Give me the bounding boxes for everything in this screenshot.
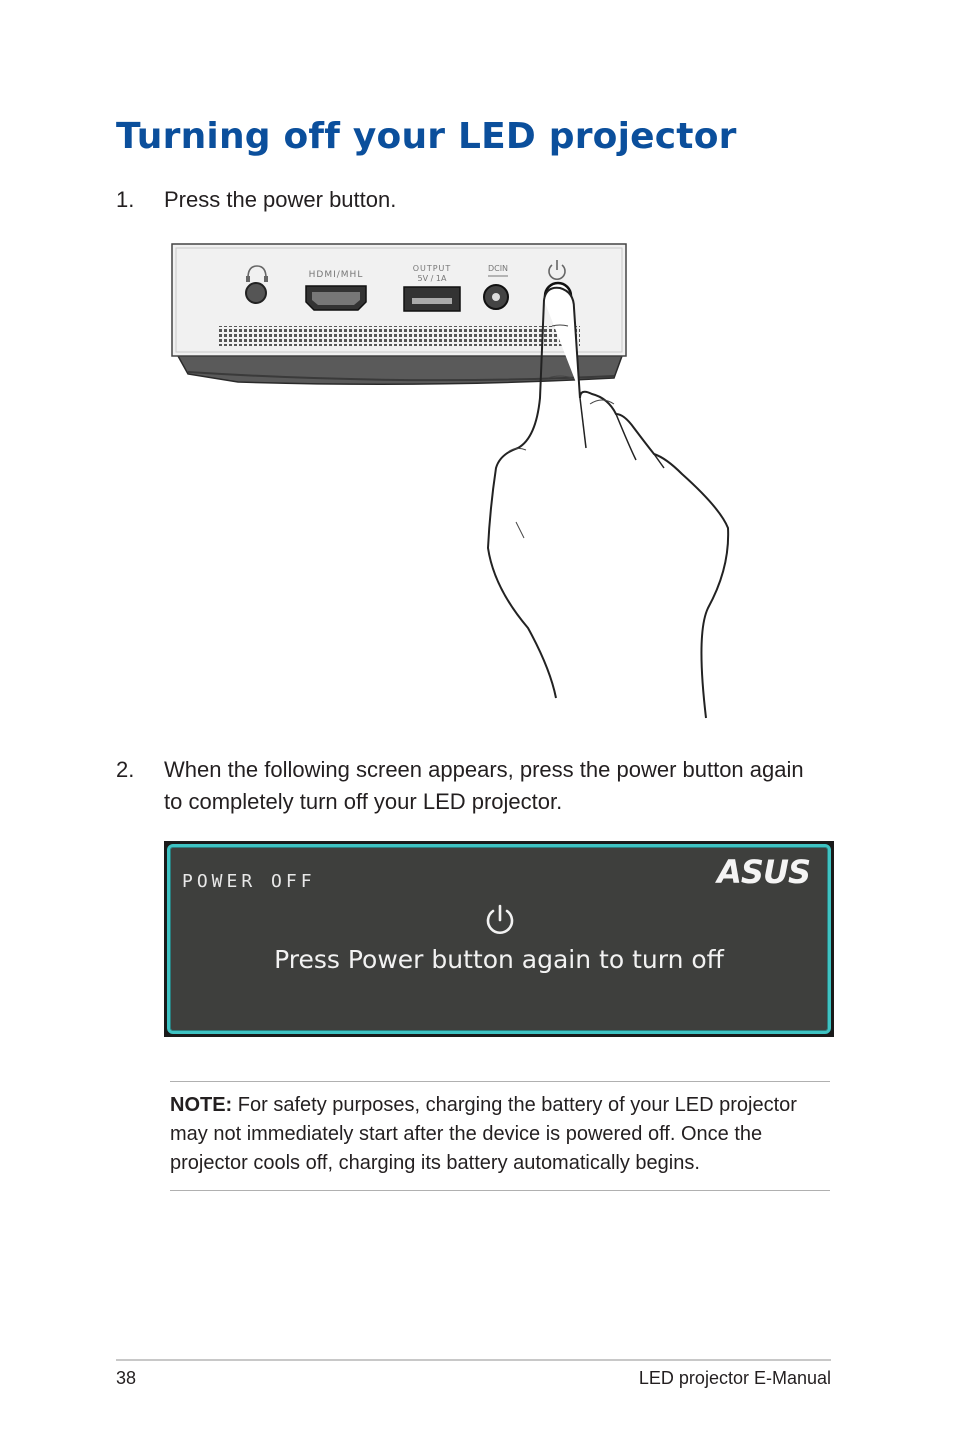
hdmi-label: HDMI/MHL (308, 270, 364, 280)
step-2-text: When the following screen appears, press the power button again to completely turn off your LED projector. (164, 757, 804, 814)
pointing-hand (544, 288, 728, 718)
page-number: 38 (116, 1368, 137, 1388)
asus-logo: ASUS (717, 853, 810, 891)
footer-divider (116, 1359, 831, 1361)
headphone-port (246, 283, 266, 303)
output-label: OUTPUT (412, 264, 452, 273)
power-icon (483, 903, 517, 937)
power-off-heading: POWER OFF (182, 871, 316, 892)
step-1-text: Press the power button. (164, 187, 397, 212)
note-label: NOTE: (170, 1094, 233, 1116)
dcin-label: DCIN (487, 264, 509, 273)
output-rating: 5V / 1A (417, 274, 447, 283)
step-1-number: 1. (116, 187, 135, 212)
projector-power-button-illustration (168, 238, 734, 724)
footer-document-title: LED projector E-Manual (638, 1368, 831, 1388)
power-off-dialog (167, 844, 831, 1034)
power-off-message: Press Power button again to turn off (274, 945, 724, 974)
step-2-number: 2. (116, 757, 135, 782)
note-text: For safety purposes, charging the battery of your LED projector may not immediately start after the device is powered off. Once the projector cools off, charging its battery automatically begins. (170, 1094, 797, 1174)
power-off-screen (164, 841, 834, 1037)
note-box (170, 1081, 830, 1191)
page-title: Turning off your LED projector (116, 116, 737, 157)
